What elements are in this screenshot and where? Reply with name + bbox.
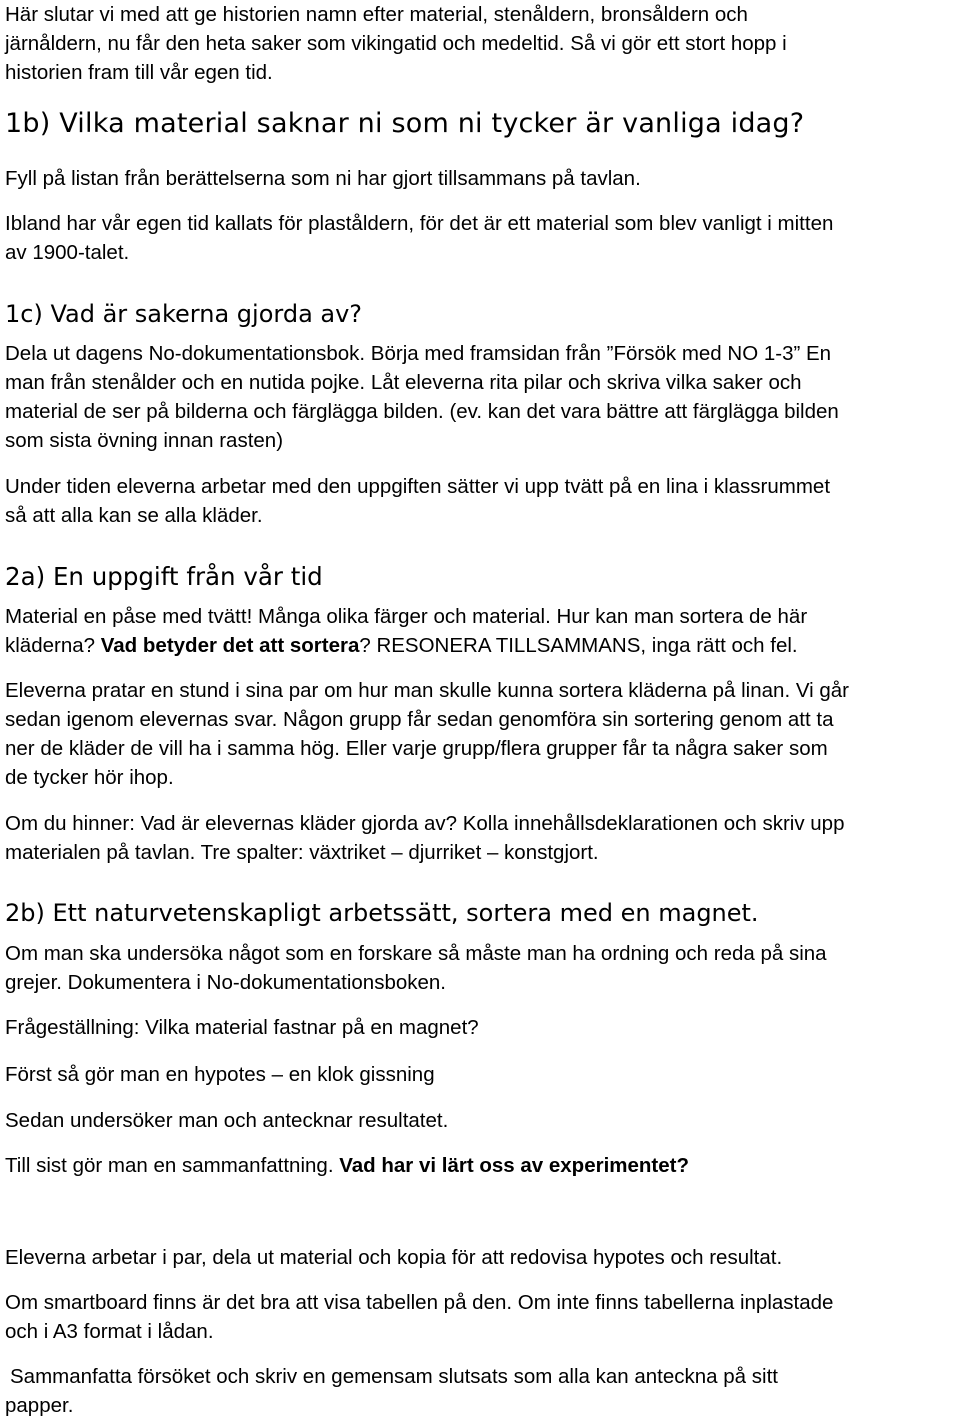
investigation-line: Sedan undersöker man och antecknar resultatet. — [5, 1109, 449, 1132]
paragraph-1c-line-2: man från stenålder och en nutida pojke. Låt eleverna rita pilar och skriva vilka saker och — [5, 371, 802, 394]
paragraph-1c-line-1: Dela ut dagens No-dokumentationsbok. Börja med framsidan från ”Försök med NO 1-3” En — [5, 342, 832, 365]
paragraph-2a-line-2-start: kläderna? — [5, 634, 101, 657]
intro-line-2: järnåldern, nu får den heta saker som vikingatid och medeltid. Så vi gör ett stort hopp i — [5, 32, 787, 55]
paragraph-1c-line-3: material de ser på bilderna och färglägga bilden. (ev. kan det vara bättre att färglägga bilden — [5, 400, 839, 423]
paragraph-1c-b-line-1: Under tiden eleverna arbetar med den uppgiften sätter vi upp tvätt på en lina i klassrummet — [5, 475, 831, 498]
paragraph-1c-b-line-2: så att alla kan se alla kläder. — [5, 504, 263, 527]
paragraph-2b-a-line-2: grejer. Dokumentera i No-dokumentationsboken. — [5, 971, 446, 994]
summary-bold-question: Vad har vi lärt oss av experimentet? — [339, 1154, 690, 1177]
intro-line-3: historien fram till vår egen tid. — [5, 61, 273, 84]
paragraph-2a-b-line-4: de tycker hör ihop. — [5, 766, 174, 789]
smartboard-line-1: Om smartboard finns är det bra att visa tabellen på den. Om inte finns tabellerna inplastade — [5, 1291, 834, 1314]
heading-2b: 2b) Ett naturvetenskapligt arbetssätt, sortera med en magnet. — [5, 899, 759, 927]
paragraph-2a-b-line-3: ner de kläder de vill ha i samma hög. Eller varje grupp/flera grupper får ta några saker som — [5, 737, 828, 760]
paragraph-2a-line-1: Material en påse med tvätt! Många olika färger och material. Hur kan man sortera de här — [5, 605, 808, 628]
paragraph-1b-b-line-2: av 1900-talet. — [5, 241, 130, 264]
paragraph-1b-b-line-1: Ibland har vår egen tid kallats för plaståldern, för det är ett material som blev vanligt i mitten — [5, 212, 834, 235]
smartboard-line-2: och i A3 format i lådan. — [5, 1320, 214, 1343]
hypothesis-line: Först så gör man en hypotes – en klok gissning — [5, 1063, 435, 1086]
heading-1b: 1b) Vilka material saknar ni som ni tycker är vanliga idag? — [5, 108, 805, 139]
pairs-line: Eleverna arbetar i par, dela ut material och kopia för att redovisa hypotes och resultat. — [5, 1246, 783, 1269]
summary-line-start: Till sist gör man en sammanfattning. — [5, 1154, 340, 1177]
conclusion-line-2: papper. — [5, 1394, 74, 1417]
paragraph-1c-line-4: som sista övning innan rasten) — [5, 429, 284, 452]
paragraph-2a-line-2 — [5, 631, 952, 660]
paragraph-2a-c-line-2: materialen på tavlan. Tre spalter: växtriket – djurriket – konstgjort. — [5, 841, 599, 864]
summary-line — [5, 1151, 952, 1180]
heading-2a: 2a) En uppgift från vår tid — [5, 562, 323, 591]
heading-1c: 1c) Vad är sakerna gjorda av? — [5, 300, 363, 328]
intro-line-1: Här slutar vi med att ge historien namn efter material, stenåldern, bronsåldern och — [5, 3, 748, 26]
question-line: Frågeställning: Vilka material fastnar på en magnet? — [5, 1016, 479, 1039]
paragraph-1b-a: Fyll på listan från berättelserna som ni har gjort tillsammans på tavlan. — [5, 167, 641, 190]
conclusion-line-1: Sammanfatta försöket och skriv en gemensam slutsats som alla kan anteckna på sitt — [10, 1365, 778, 1388]
paragraph-2a-c-line-1: Om du hinner: Vad är elevernas kläder gjorda av? Kolla innehållsdeklarationen och skriv upp — [5, 812, 845, 835]
paragraph-2b-a-line-1: Om man ska undersöka något som en forskare så måste man ha ordning och reda på sina — [5, 942, 827, 965]
paragraph-2a-b-line-1: Eleverna pratar en stund i sina par om hur man skulle kunna sortera kläderna på linan. Vi går — [5, 679, 850, 702]
paragraph-2a-bold-question: Vad betyder det att sortera — [100, 634, 360, 657]
paragraph-2a-b-line-2: sedan igenom elevernas svar. Någon grupp får sedan genomföra sin sortering genom att ta — [5, 708, 834, 731]
paragraph-2a-line-2-end: ? RESONERA TILLSAMMANS, inga rätt och fel. — [359, 634, 798, 657]
